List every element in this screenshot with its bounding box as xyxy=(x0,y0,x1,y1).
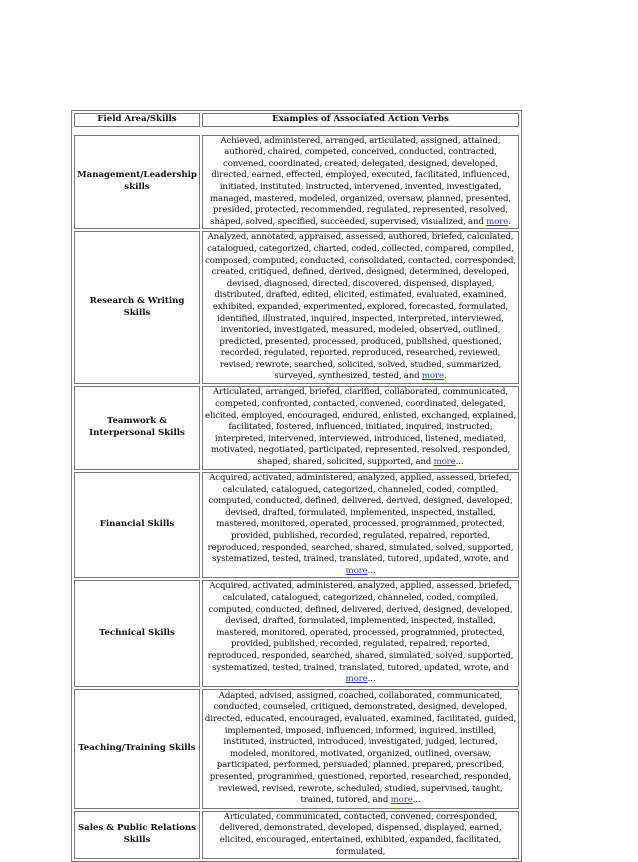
field-cell: Financial Skills xyxy=(74,472,200,578)
action-verbs-table xyxy=(71,110,522,862)
verbs-tail: ... xyxy=(412,795,421,806)
verbs-cell xyxy=(202,472,519,578)
verbs-tail: . xyxy=(508,216,511,227)
more-link[interactable]: more xyxy=(345,565,368,576)
header-row xyxy=(74,113,519,127)
table-row xyxy=(74,689,519,809)
verbs-tail: ... xyxy=(455,457,464,468)
table-row xyxy=(74,811,519,859)
verbs-text: Articulated, arranged, briefed, clarified, collaborated, communicated, competed, confronted, contacted, convened, coordinated, delegated, elicited, employed, encouraged, endured, enlisted, exchanged, explained, facilitated, fostered, influenced, initiated, inquired, instructed, interpreted, intervened, interviewed, introduced, listened, mediated, motivated, negotiated, participated, represented, resolved, responded, shaped, shared, solicited, supported, and xyxy=(205,387,516,468)
verbs-text: Achieved, administered, arranged, articulated, assigned, attained, authored, chaired, competed, conceived, conducted, contracted, convened, coordinated, created, delegated, designed, developed, directed, earned, effected, employed, executed, facilitated, influenced, initiated, instituted, instructed, intervened, invented, investigated, managed, mastered, modeled, organized, oversaw, planned, presented, presided, protected, recommended, regulated, represented, resolved, shaped, solved, specified, succeeded, supervised, visualized, and xyxy=(209,135,512,227)
verbs-cell xyxy=(202,689,519,809)
verbs-cell xyxy=(202,135,519,230)
verbs-text: Acquired, activated, administered, analyzed, applied, assessed, briefed, calculated, catalogued, categorized, channeled, coded, compiled, computed, conducted, defined, delivered, derived, designed, developed, devised, drafted, formulated, implemented, inspected, installed, mastered, monitored, operated, processed, programmed, protected, provided, published, recorded, regulated, repaired, reported, reproduced, responded, searched, shared, simulated, solved, supported, systematized, tested, trained, translated, tutored, updated, wrote, and xyxy=(207,581,514,673)
verbs-cell xyxy=(202,231,519,384)
verbs-text: Analyzed, annotated, appraised, assessed, authored, briefed, calculated, catalogued, categorized, charted, coded, collected, compared, compiled, composed, computed, conducted, consolidated, contacted, corresponded, created, critiqued, defined, derived, designed, determined, developed, devised, diagnosed, directed, discovered, dispensed, displayed, distributed, drafted, edited, elicited, estimated, evaluated, examined, exhibited, expanded, experimented, explored, forecasted, formulated, identified, illustrated, inquired, inspected, interpreted, interviewed, inventoried, investigated, measured, modeled, observed, outlined, predicted, presented, processed, produced, published, questioned, recorded, regulated, reported, reproduced, researched, reviewed, revised, rewrote, searched, solicited, solved, studied, summarized, surveyed, synthesized, tested, and xyxy=(205,232,516,382)
field-cell: Teamwork & Interpersonal Skills xyxy=(74,386,200,470)
header-field-skills: Field Area/Skills xyxy=(74,113,200,127)
verbs-tail: ... xyxy=(367,674,376,685)
verbs-text: Articulated, communicated, contacted, convened, corresponded, delivered, demonstrated, developed, dispensed, displayed, earned, elicited, encouraged, entertained, exhibited, expanded, facilitated, formulated, xyxy=(219,811,502,857)
field-cell: Teaching/Training Skills xyxy=(74,689,200,809)
more-link[interactable]: more xyxy=(390,795,413,806)
field-cell: Technical Skills xyxy=(74,580,200,686)
table-row xyxy=(74,135,519,230)
table-row xyxy=(74,472,519,578)
verbs-cell xyxy=(202,811,519,859)
field-cell: Management/Leadership skills xyxy=(74,135,200,230)
verbs-tail: . xyxy=(443,371,447,382)
verbs-text: Adapted, advised, assigned, coached, collaborated, communicated, conducted, counseled, critiqued, demonstrated, designed, developed, directed, educated, encouraged, evaluated, examined, facilitated, guided, implemented, imposed, influenced, informed, inquired, instilled, instituted, instructed, introduced, investigated, judged, lectured, modeled, monitored, motivated, organized, outlined, oversaw, participated, performed, persuaded, planned, prepared, prescribed, presented, programmed, questioned, reported, researched, responded, reviewed, revised, rewrote, scheduled, studied, supervised, taught, trained, tutored, and xyxy=(204,690,517,806)
verbs-tail: ... xyxy=(367,565,376,576)
header-spacer-row xyxy=(74,129,519,133)
table-row xyxy=(74,386,519,470)
table-row xyxy=(74,580,519,686)
field-cell: Sales & Public Relations Skills xyxy=(74,811,200,859)
header-examples: Examples of Associated Action Verbs xyxy=(202,113,519,127)
more-link[interactable]: more xyxy=(433,457,456,468)
more-link[interactable]: more xyxy=(421,371,444,382)
verbs-text: Acquired, activated, administered, analyzed, applied, assessed, briefed, calculated, catalogued, categorized, channeled, coded, compiled, computed, conducted, defined, delivered, derived, designed, developed, devised, drafted, formulated, implemented, inspected, installed, mastered, monitored, operated, processed, programmed, protected, provided, published, recorded, regulated, repaired, reported, reproduced, responded, searched, shared, simulated, solved, supported, systematized, tested, trained, translated, tutored, updated, wrote, and xyxy=(207,473,514,565)
table-row xyxy=(74,231,519,384)
field-cell: Research & Writing Skills xyxy=(74,231,200,384)
verbs-cell xyxy=(202,386,519,470)
verbs-cell xyxy=(202,580,519,686)
more-link[interactable]: more xyxy=(345,674,368,685)
action-verbs-table-container xyxy=(71,110,522,862)
more-link[interactable]: more xyxy=(486,216,509,227)
